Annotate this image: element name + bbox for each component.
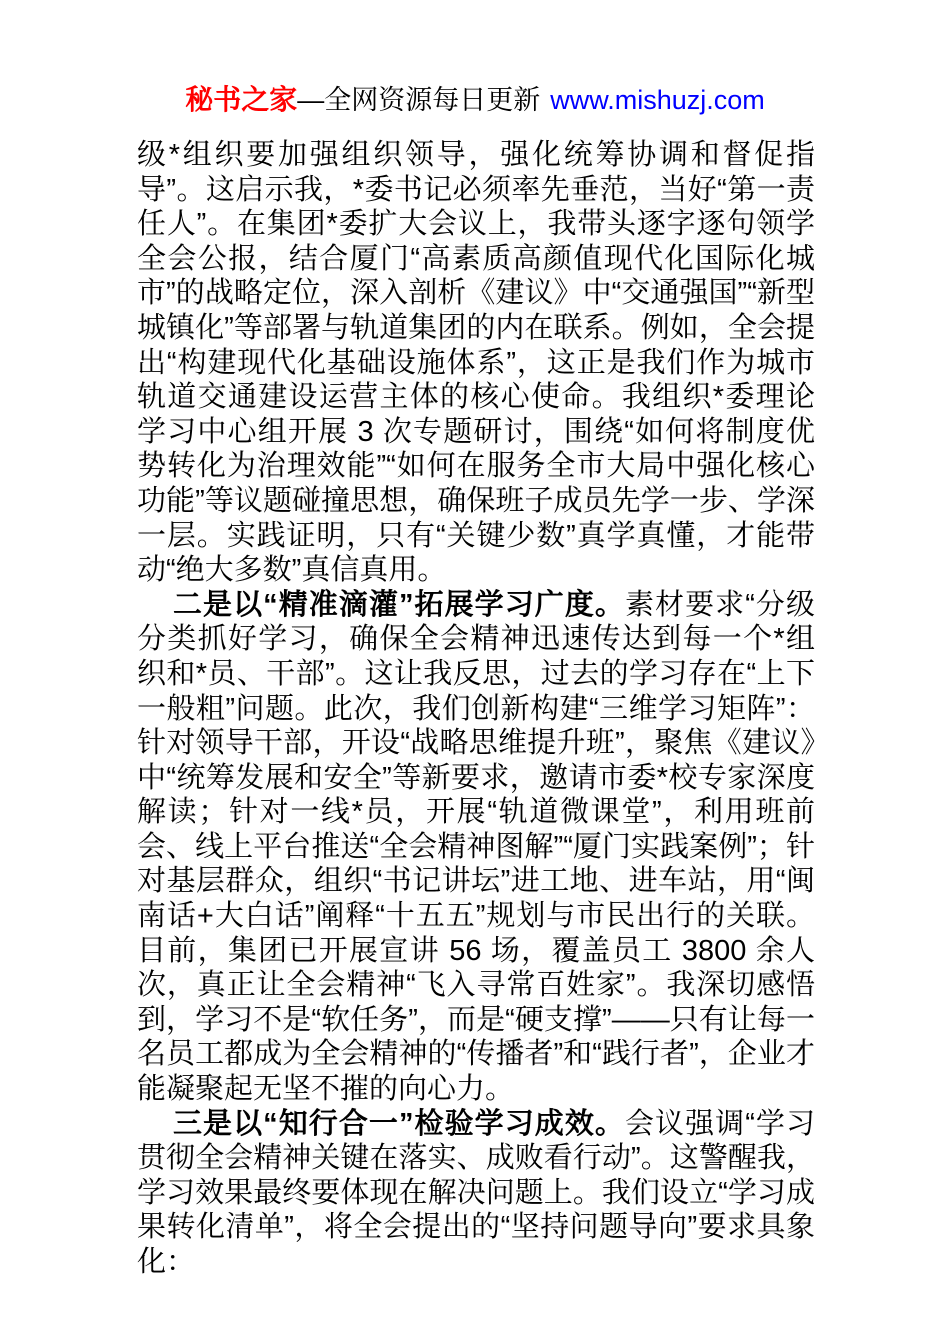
site-header (0, 84, 950, 116)
body-paragraph (137, 138, 815, 588)
site-tagline: —全网资源每日更新 (297, 85, 541, 115)
paragraph-lead: 三是以“知行合一”检验学习成效。 (173, 1107, 625, 1140)
paragraph-text: 会议强调“学习贯彻全会精神关键在落实、成败看行动”。这警醒我，学习效果最终要体现在解决问题上。我们设立“学习成果转化清单”，将全会提出的“坚持问题导向”要求具象化： (137, 1107, 815, 1278)
site-brand: 秘书之家 (185, 84, 298, 115)
paragraph-text: 级*组织要加强组织领导，强化统筹协调和督促指导”。这启示我，*委书记必须率先垂范，当好“第一责任人”。在集团*委扩大会议上，我带头逐字逐句领学全会公报，结合厦门“高素质高颜值现代化国际化城市”的战略定位，深入剖析《建议》中“交通强国”“新型城镇化”等部署与轨道集团的内在联系。例如，全会提出“构建现代化基础设施体系”，这正是我们作为城市轨道交通建设运营主体的核心使命。我组织*委理论学习中心组开展 3 次专题研讨，围绕“如何将制度优势转化为治理效能”“如何在服务全市大局中强化核心功能”等议题碰撞思想，确保班子成员先学一步、学深一层。实践证明，只有“关键少数”真学真懂，才能带动“绝大多数”真信真用。 (137, 139, 815, 587)
body-paragraph (137, 1107, 815, 1280)
document-body (137, 138, 815, 1280)
site-url-link[interactable]: www.mishuzj.com (550, 85, 765, 115)
paragraph-lead: 二是以“精准滴灌”拓展学习广度。 (173, 588, 625, 621)
paragraph-text: 素材要求“分级分类抓好学习，确保全会精神迅速传达到每一个*组织和*员、干部”。这让我反思，过去的学习存在“上下一般粗”问题。此次，我们创新构建“三维学习矩阵”：针对领导干部，开设“战略思维提升班”，聚焦《建议》中“统筹发展和安全”等新要求，邀请市委*校专家深度解读；针对一线*员，开展“轨道微课堂”，利用班前会、线上平台推送“全会精神图解”“厦门实践案例”；针对基层群众，组织“书记讲坛”进工地、进车站，用“闽南话+大白话”阐释“十五五”规划与市民出行的关联。目前，集团已开展宣讲 56 场，覆盖员工 3800 余人次，真正让全会精神“飞入寻常百姓家”。我深切感悟到，学习不是“软任务”，而是“硬支撑”——只有让每一名员工都成为全会精神的“传播者”和“践行者”，企业才能凝聚起无坚不摧的向心力。 (137, 588, 815, 1106)
body-paragraph (137, 588, 815, 1107)
